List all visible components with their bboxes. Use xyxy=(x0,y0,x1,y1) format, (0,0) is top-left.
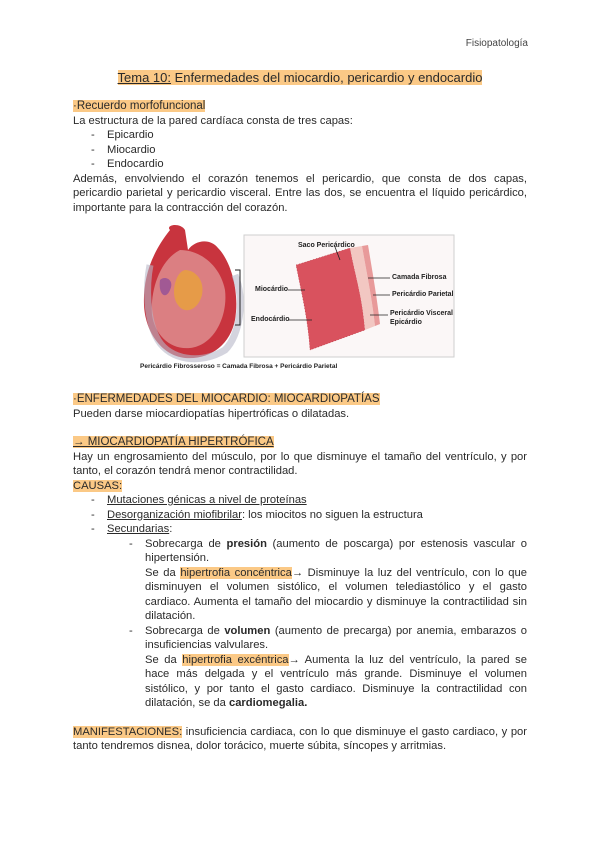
causa-3-colon: : xyxy=(169,523,173,535)
manifestaciones-paragraph xyxy=(73,725,527,754)
label-capa: Camada Fibrosa xyxy=(392,274,447,281)
label-epicardio: Epicárdio xyxy=(390,319,422,326)
label-visceral: Pericárdio Visceral xyxy=(390,310,453,317)
causas-list xyxy=(73,493,527,537)
title-text: Enfermedades del miocardio, pericardio y endocardio xyxy=(171,70,483,85)
list-item xyxy=(73,537,527,566)
layer-list xyxy=(73,128,527,172)
list-item: - Epicardio xyxy=(73,128,527,143)
causa-2-label: Desorganización miofibrilar xyxy=(107,508,242,521)
manifestaciones-text: insuficiencia cardiaca, con lo que disminuye el gasto cardiaco, y por tanto tendremos disnea, dolor torácico, muerte súbita, síncopes y arritmias. xyxy=(73,725,527,752)
presion-line2-post: → Disminuye la luz del ventrículo, con lo que disminuyen el volumen sistólico, el volumen telediastólico y el gasto cardiaco. Aumenta el tamaño del miocardio y disminuye la contractilidad sin dilatación. xyxy=(145,566,527,622)
volumen-pre: Sobrecarga de xyxy=(145,624,225,637)
secundarias-list-2 xyxy=(73,624,527,653)
recuerdo-heading: ·Recuerdo morfofuncional xyxy=(73,100,206,112)
recuerdo-intro: La estructura de la pared cardíaca consta de tres capas: xyxy=(73,114,353,127)
list-item xyxy=(73,522,527,537)
secundarias-list xyxy=(73,537,527,566)
volumen-line2-post: → Aumenta la luz del ventrículo, la pared se hace más delgada y el ventrículo más grande. Disminuye el volumen sistólico, y por tanto el gasto cardiaco. Disminuye la contractilidad con dilatación, se da xyxy=(145,653,527,709)
causa-3: Secundarias xyxy=(107,523,170,535)
list-item xyxy=(73,493,527,508)
presion-detail xyxy=(73,566,527,624)
presion-bold: presión xyxy=(226,537,267,550)
recuerdo-paragraph: Además, envolviendo el corazón tenemos el pericardio, que consta de dos capas, pericardio parietal y pericardio visceral. Entre las dos, se encuentra el líquido pericárdico, importante para la contracción del corazón. xyxy=(73,172,527,214)
volumen-bold: volumen xyxy=(224,624,271,637)
hipertrofica-section xyxy=(73,435,527,754)
presion-post: (aumento de poscarga) por estenosis vascular o hipertensión. xyxy=(145,537,527,564)
hipertrofia-excentrica: hipertrofia excéntrica xyxy=(182,653,289,666)
hipertrofica-heading: → MIOCARDIOPATÍA HIPERTRÓFICA xyxy=(73,436,274,448)
causa-1: Mutaciones génicas a nivel de proteínas xyxy=(107,494,307,506)
list-item: - Endocardio xyxy=(73,157,527,172)
label-endocardio: Endocárdio xyxy=(251,316,290,323)
cardiomegalia: cardiomegalia. xyxy=(228,697,308,709)
heart-wall-figure xyxy=(140,220,460,375)
causa-2-text: : los miocitos no siguen la estructura xyxy=(241,508,423,521)
title-highlight xyxy=(118,70,483,85)
recuerdo-section xyxy=(73,99,527,215)
heart-drawing xyxy=(144,225,240,359)
enfermedades-intro: Pueden darse miocardiopatías hipertróficas o dilatadas. xyxy=(73,407,350,420)
presion-line2-pre: Se da xyxy=(145,566,181,579)
hipertrofia-concentrica: hipertrofia concéntrica xyxy=(180,566,292,579)
figure-caption: Pericárdio Fibrosseroso = Camada Fibrosa + Pericárdio Parietal xyxy=(140,363,338,370)
enfermedades-heading: ·ENFERMEDADES DEL MIOCARDIO: MIOCARDIOPATÍAS xyxy=(73,393,380,405)
enfermedades-section xyxy=(73,392,527,421)
volumen-line2-pre: Se da xyxy=(145,653,183,666)
list-item xyxy=(73,508,527,523)
title-prefix: Tema 10: xyxy=(117,70,172,85)
causas-label: CAUSAS: xyxy=(73,479,123,492)
page-title xyxy=(0,70,600,85)
presion-pre: Sobrecarga de xyxy=(145,537,227,550)
volumen-post: (aumento de precarga) por anemia, embarazos o insuficiencias valvulares. xyxy=(145,624,528,651)
list-item xyxy=(73,624,527,653)
volumen-detail xyxy=(73,653,527,711)
hipertrofica-paragraph: Hay un engrosamiento del músculo, por lo que disminuye el tamaño del ventrículo, y por tanto, el corazón tendrá menor contractilidad. xyxy=(73,450,527,477)
label-parietal: Pericárdio Parietal xyxy=(392,291,454,298)
manifestaciones-label: MANIFESTACIONES: xyxy=(73,725,183,738)
list-item: - Miocardio xyxy=(73,143,527,158)
label-saco: Saco Pericárdico xyxy=(298,242,355,249)
label-miocardio: Miocárdio xyxy=(255,286,289,293)
subject-header: Fisiopatología xyxy=(465,38,528,49)
